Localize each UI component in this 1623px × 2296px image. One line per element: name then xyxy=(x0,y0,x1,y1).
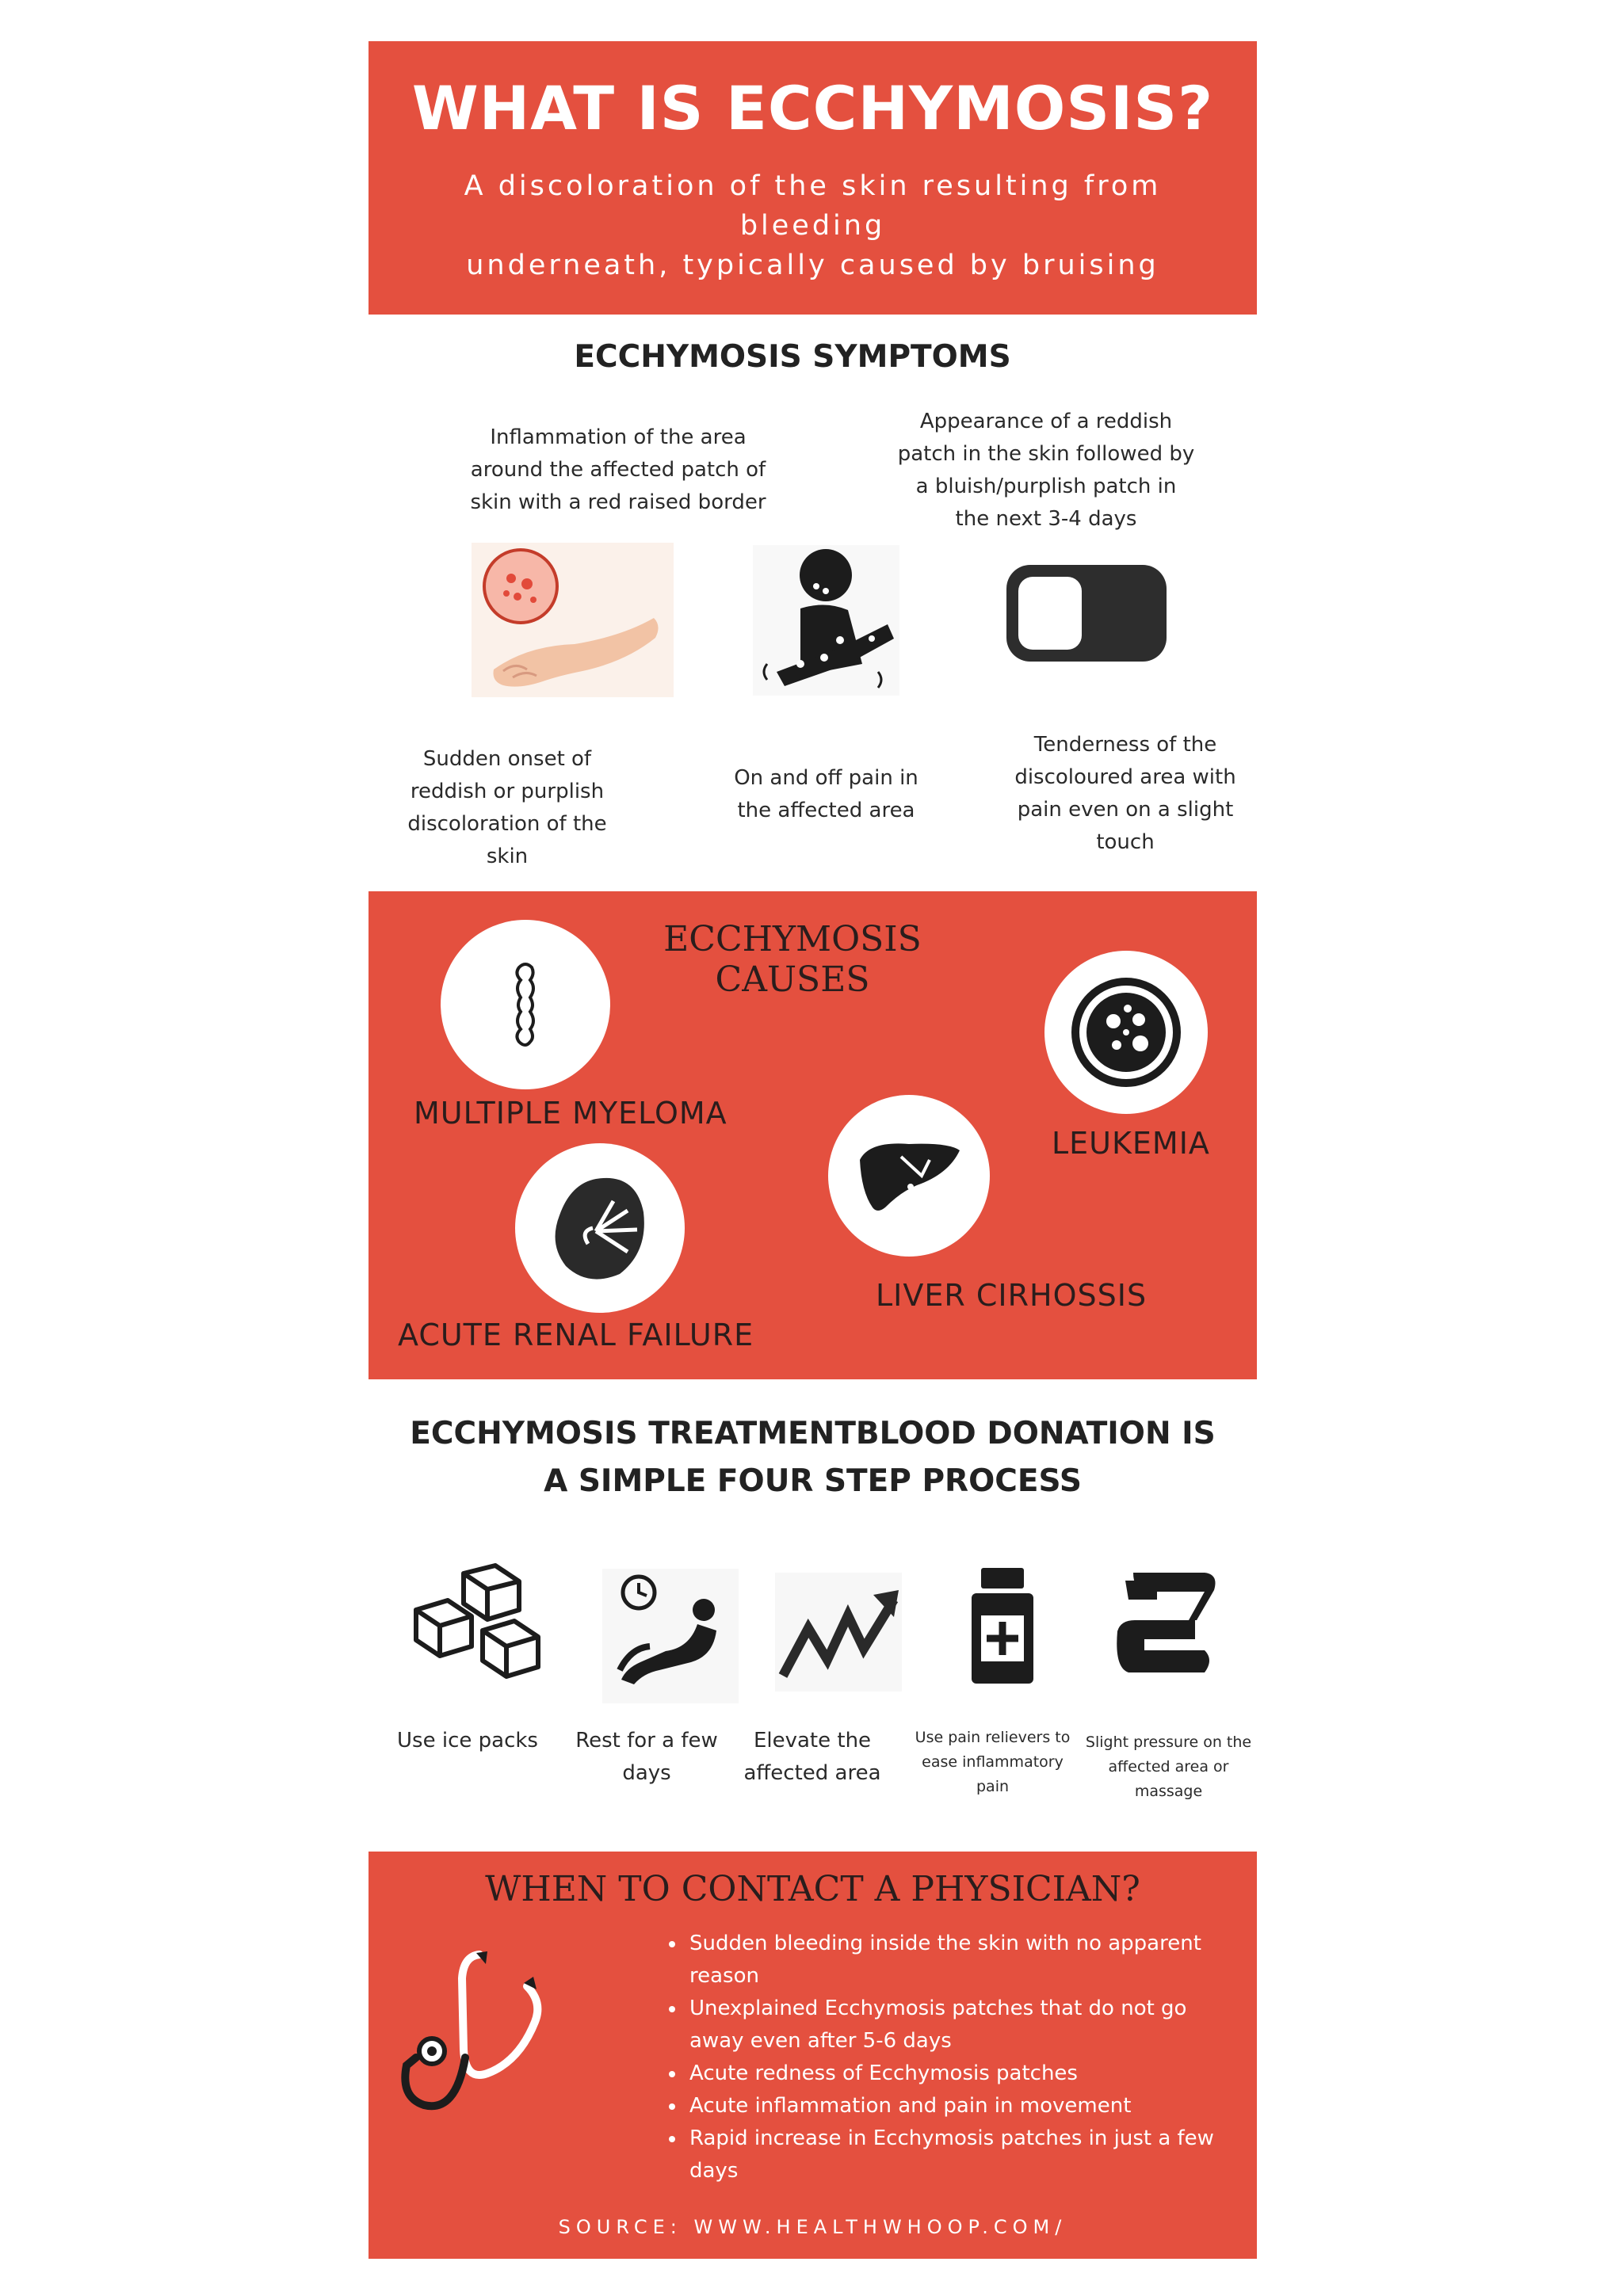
stethoscope-icon xyxy=(400,1947,559,2129)
symptom-text: Appearance of a reddish patch in the skin followed by a bluish/purplish patch in the next 3-4 days xyxy=(897,410,1195,531)
hand-pressure-icon xyxy=(1109,1565,1220,1684)
header-banner xyxy=(369,41,1257,315)
kidney-icon xyxy=(515,1143,685,1313)
treatment-text: Elevate the affected area xyxy=(743,1729,881,1785)
inflamed-skin-icon xyxy=(472,543,674,697)
blood-cell-icon xyxy=(1044,951,1208,1114)
bone-icon xyxy=(441,920,610,1089)
treatment-heading: ECCHYMOSIS TREATMENTBLOOD DONATION IS A SIMPLE FOUR STEP PROCESS xyxy=(410,1416,1216,1499)
list-item: Acute inflammation and pain in movement xyxy=(689,2090,1236,2122)
treatment-text: Use ice packs xyxy=(397,1729,538,1753)
source-credit: SOURCE: WWW.HEALTHWHOOP.COM/ xyxy=(558,2216,1067,2238)
physician-heading: WHEN TO CONTACT A PHYSICIAN? xyxy=(485,1869,1140,1909)
treatment-text: Slight pressure on the affected area or massage xyxy=(1085,1733,1252,1800)
cause-label: MULTIPLE MYELOMA xyxy=(414,1096,727,1131)
list-item: Acute redness of Ecchymosis patches xyxy=(689,2058,1236,2090)
toggle-patch-icon xyxy=(1002,561,1170,666)
elevation-arrow-icon xyxy=(775,1573,902,1691)
cause-label: LEUKEMIA xyxy=(1052,1126,1210,1161)
list-item: Unexplained Ecchymosis patches that do not go away even after 5-6 days xyxy=(689,1993,1236,2058)
person-in-pain-icon xyxy=(753,545,899,696)
symptom-text: On and off pain in the affected area xyxy=(734,766,918,822)
symptom-text: Tenderness of the discoloured area with pain even on a slight touch xyxy=(1014,733,1236,854)
subtitle-line: underneath, typically caused by bruising xyxy=(466,250,1159,281)
causes-heading: ECCHYMOSIS CAUSES xyxy=(663,919,922,1000)
treatment-text: Rest for a few days xyxy=(575,1729,718,1785)
symptom-text: Inflammation of the area around the affected patch of skin with a red raised border xyxy=(470,425,766,514)
cause-label: ACUTE RENAL FAILURE xyxy=(398,1318,754,1352)
medicine-bottle-icon xyxy=(965,1565,1040,1688)
symptom-text: Sudden onset of reddish or purplish discoloration of the skin xyxy=(407,747,607,868)
symptoms-heading: ECCHYMOSIS SYMPTOMS xyxy=(574,339,1011,375)
list-item: Sudden bleeding inside the skin with no apparent reason xyxy=(689,1928,1236,1993)
liver-icon xyxy=(828,1095,990,1257)
causes-section xyxy=(369,891,1257,1379)
page-title: WHAT IS ECCHYMOSIS? xyxy=(411,73,1214,143)
physician-section xyxy=(369,1852,1257,2259)
ice-cubes-icon xyxy=(408,1562,551,1689)
page-subtitle xyxy=(400,166,1225,285)
list-item: Rapid increase in Ecchymosis patches in just a few days xyxy=(689,2122,1236,2187)
resting-person-icon xyxy=(602,1569,739,1703)
treatment-text: Use pain relievers to ease inflammatory pain xyxy=(915,1729,1071,1795)
subtitle-line: A discoloration of the skin resulting from bleeding xyxy=(464,170,1162,242)
cause-label: LIVER CIRHOSSIS xyxy=(876,1278,1148,1313)
physician-list xyxy=(666,1928,1236,2187)
